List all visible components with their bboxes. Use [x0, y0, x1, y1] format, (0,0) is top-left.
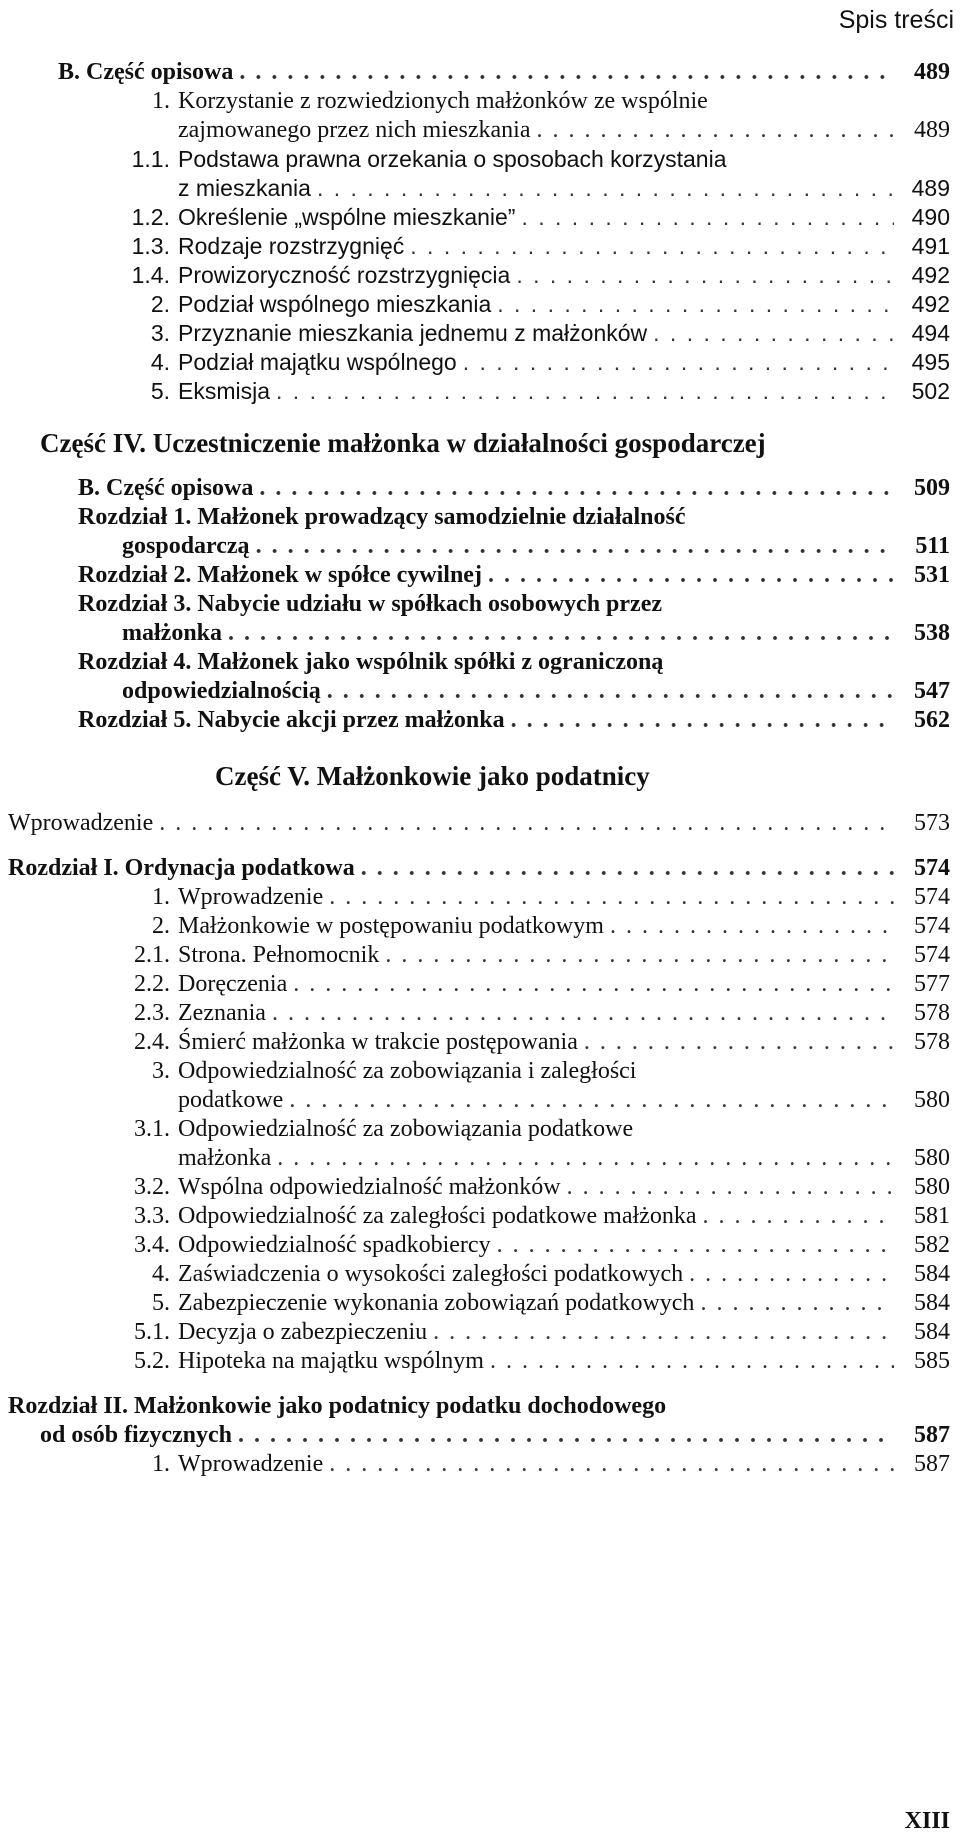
- leader-dots: [159, 809, 894, 838]
- toc-entry: [0, 1260, 960, 1289]
- table-of-contents: [0, 58, 960, 1479]
- toc-line: [78, 590, 950, 619]
- entry-number: 3.1.: [134, 1116, 170, 1142]
- entry-page: 574: [914, 913, 950, 939]
- entry-title: Określenie „wspólne mieszkanie”: [178, 204, 516, 230]
- toc-entry: [0, 1318, 960, 1347]
- entry-title: Rozdział 2. Małżonek w spółce cywilnej: [78, 562, 482, 588]
- toc-entry: [0, 426, 960, 460]
- entry-title-continued: podatkowe: [178, 1087, 284, 1113]
- toc-line: [8, 941, 950, 970]
- toc-line: [58, 145, 950, 174]
- entry-page: 574: [914, 855, 950, 881]
- entry-page: 509: [914, 475, 950, 501]
- leader-dots: [584, 1028, 894, 1057]
- entry-title: Doręczenia: [178, 971, 288, 997]
- entry-title: Odpowiedzialność spadkobiercy: [178, 1232, 491, 1258]
- entry-page: 584: [914, 1261, 950, 1287]
- entry-page: 531: [914, 562, 950, 588]
- toc-line: [78, 706, 950, 735]
- toc-line: [58, 377, 950, 406]
- toc-line: [58, 174, 950, 203]
- toc-line: [78, 677, 950, 706]
- entry-title: Przyznanie mieszkania jednemu z małżonków: [178, 320, 648, 346]
- entry-title: Wprowadzenie: [178, 884, 324, 910]
- leader-dots: [289, 1086, 894, 1115]
- entry-title: Podział majątku wspólnego: [178, 349, 457, 375]
- toc-line: [8, 1028, 950, 1057]
- entry-page: 573: [914, 810, 950, 836]
- entry-number: 1.1.: [131, 146, 170, 172]
- entry-number: 3.: [152, 1058, 170, 1084]
- leader-dots: [361, 854, 894, 883]
- entry-number: 1.3.: [131, 233, 170, 259]
- toc-line: [8, 809, 950, 838]
- leader-dots: [276, 377, 894, 406]
- toc-line: [8, 1144, 950, 1173]
- leader-dots: [653, 319, 894, 348]
- entry-number: 2.1.: [134, 942, 170, 968]
- entry-title: Eksmisja: [178, 378, 271, 404]
- entry-number: 3.: [150, 320, 170, 346]
- leader-dots: [516, 261, 894, 290]
- leader-dots: [293, 970, 894, 999]
- leader-dots: [702, 1202, 894, 1231]
- entry-page: 578: [914, 1000, 950, 1026]
- toc-line: [8, 1086, 950, 1115]
- entry-page: 492: [911, 291, 950, 317]
- entry-number: 1.4.: [131, 262, 170, 288]
- toc-entry: [0, 1173, 960, 1202]
- toc-line: [58, 348, 950, 377]
- entry-number: 5.1.: [134, 1319, 170, 1345]
- toc-entry: [0, 503, 960, 561]
- entry-number: 5.2.: [134, 1348, 170, 1374]
- toc-entry: [0, 706, 960, 735]
- toc-entry: [0, 203, 960, 232]
- toc-line: [78, 532, 950, 561]
- toc-line: [8, 1202, 950, 1231]
- part-heading: Część V. Małżonkowie jako podatnicy: [215, 761, 650, 791]
- entry-page: 489: [911, 175, 950, 201]
- leader-dots: [488, 561, 894, 590]
- part-heading: Część IV. Uczestniczenie małżonka w działalności gospodarczej: [40, 428, 766, 458]
- entry-number: 3.4.: [134, 1232, 170, 1258]
- entry-page: 494: [911, 320, 950, 346]
- entry-title: Zeznania: [178, 1000, 266, 1026]
- entry-page: 574: [914, 884, 950, 910]
- entry-page: 491: [911, 233, 950, 259]
- entry-page: 502: [911, 378, 950, 404]
- entry-number: 1.: [152, 88, 170, 114]
- toc-line: [78, 561, 950, 590]
- toc-line: [8, 970, 950, 999]
- entry-page: 580: [914, 1087, 950, 1113]
- entry-title-continued: małżonka: [178, 1145, 272, 1171]
- leader-dots: [327, 677, 894, 706]
- toc-entry: [0, 261, 960, 290]
- entry-page: 538: [914, 620, 950, 646]
- entry-title: Hipoteka na majątku wspólnym: [178, 1348, 484, 1374]
- toc-entry: [0, 1028, 960, 1057]
- toc-line: [8, 1289, 950, 1318]
- entry-page: 582: [914, 1232, 950, 1258]
- entry-page: 489: [914, 117, 950, 143]
- toc-line: [8, 1450, 950, 1479]
- toc-entry: [0, 87, 960, 145]
- entry-number: 1.: [152, 884, 170, 910]
- toc-line: [58, 261, 950, 290]
- entry-number: 2.4.: [134, 1029, 170, 1055]
- entry-title-continued: odpowiedzialnością: [122, 678, 321, 704]
- leader-dots: [329, 883, 894, 912]
- toc-line: [78, 648, 950, 677]
- entry-title: Rodzaje rozstrzygnięć: [178, 233, 405, 259]
- toc-line: [58, 203, 950, 232]
- leader-dots: [433, 1318, 894, 1347]
- entry-title: Korzystanie z rozwiedzionych małżonków ze wspólnie: [178, 88, 708, 114]
- toc-line: [8, 1392, 950, 1421]
- entry-title: Zaświadczenia o wysokości zaległości podatkowych: [178, 1261, 684, 1287]
- toc-entry: [0, 590, 960, 648]
- entry-page: 584: [914, 1290, 950, 1316]
- entry-number: 2.: [152, 913, 170, 939]
- toc-line: [78, 503, 950, 532]
- toc-entry: [0, 999, 960, 1028]
- leader-dots: [259, 474, 894, 503]
- entry-number: 2.: [150, 291, 170, 317]
- entry-title-continued: od osób fizycznych: [40, 1422, 232, 1448]
- entry-page: 562: [914, 707, 950, 733]
- toc-entry: [0, 1202, 960, 1231]
- entry-title: Odpowiedzialność za zobowiązania i zaległości: [178, 1058, 637, 1084]
- toc-entry: [0, 912, 960, 941]
- entry-page: 585: [914, 1348, 950, 1374]
- toc-line: [58, 232, 950, 261]
- toc-entry: [0, 883, 960, 912]
- toc-entry: [0, 1115, 960, 1173]
- leader-dots: [537, 116, 895, 145]
- toc-entry: [0, 319, 960, 348]
- toc-entry: [0, 561, 960, 590]
- entry-title: B. Część opisowa: [58, 59, 234, 85]
- leader-dots: [511, 706, 894, 735]
- toc-line: [8, 1347, 950, 1376]
- leader-dots: [272, 999, 894, 1028]
- toc-entry: [0, 1289, 960, 1318]
- entry-title: Rozdział I. Ordynacja podatkowa: [8, 855, 355, 881]
- leader-dots: [497, 1231, 894, 1260]
- entry-title: Podstawa prawna orzekania o sposobach korzystania: [178, 146, 727, 172]
- toc-entry: [0, 474, 960, 503]
- entry-page: 490: [911, 204, 950, 230]
- toc-entry: [0, 941, 960, 970]
- toc-entry: [0, 232, 960, 261]
- entry-title: Wprowadzenie: [8, 810, 154, 836]
- entry-number: 3.3.: [134, 1203, 170, 1229]
- entry-title: B. Część opisowa: [78, 475, 254, 501]
- toc-line: [8, 1421, 950, 1450]
- entry-number: 1.: [152, 1451, 170, 1477]
- toc-line: [8, 1318, 950, 1347]
- entry-title: Prowizoryczność rozstrzygnięcia: [178, 262, 511, 288]
- toc-entry: [0, 970, 960, 999]
- leader-dots: [239, 58, 894, 87]
- toc-line: [8, 912, 950, 941]
- entry-title-continued: małżonka: [122, 620, 223, 646]
- entry-title: Śmierć małżonka w trakcie postępowania: [178, 1029, 578, 1055]
- entry-page: 495: [911, 349, 950, 375]
- toc-entry: [0, 1347, 960, 1376]
- toc-line: [8, 1231, 950, 1260]
- toc-line: [8, 999, 950, 1028]
- toc-line: [58, 58, 950, 87]
- entry-title: Wprowadzenie: [178, 1451, 324, 1477]
- entry-title: Rozdział 4. Małżonek jako wspólnik spółki z ograniczoną: [78, 649, 664, 675]
- entry-page: 584: [914, 1319, 950, 1345]
- leader-dots: [317, 174, 894, 203]
- entry-title: Rozdział 5. Nabycie akcji przez małżonka: [78, 707, 505, 733]
- entry-title: Rozdział 1. Małżonek prowadzący samodzielnie działalność: [78, 504, 686, 530]
- toc-line: [8, 1173, 950, 1202]
- entry-title: Odpowiedzialność za zobowiązania podatkowe: [178, 1116, 634, 1142]
- toc-entry: [0, 1057, 960, 1115]
- entry-title: Małżonkowie w postępowaniu podatkowym: [178, 913, 604, 939]
- leader-dots: [329, 1450, 894, 1479]
- leader-dots: [689, 1260, 894, 1289]
- entry-title: Strona. Pełnomocnik: [178, 942, 380, 968]
- leader-dots: [228, 619, 894, 648]
- running-header: Spis treści: [838, 6, 954, 34]
- toc-entry: [0, 759, 960, 793]
- leader-dots: [567, 1173, 894, 1202]
- entry-number: 2.2.: [134, 971, 170, 997]
- toc-entry: [0, 648, 960, 706]
- entry-page: 511: [915, 533, 950, 559]
- leader-dots: [277, 1144, 894, 1173]
- entry-title: Podział wspólnego mieszkania: [178, 291, 492, 317]
- entry-number: 1.2.: [131, 204, 170, 230]
- entry-page: 578: [914, 1029, 950, 1055]
- entry-page: 581: [914, 1203, 950, 1229]
- toc-entry: [0, 809, 960, 838]
- entry-page: 547: [914, 678, 950, 704]
- toc-line: [58, 319, 950, 348]
- toc-line: [8, 883, 950, 912]
- leader-dots: [463, 348, 894, 377]
- leader-dots: [385, 941, 894, 970]
- toc-line: [78, 619, 950, 648]
- entry-title: Wspólna odpowiedzialność małżonków: [178, 1174, 561, 1200]
- toc-line: [8, 1115, 950, 1144]
- entry-page: 489: [914, 59, 950, 85]
- toc-entry: [0, 145, 960, 203]
- entry-title: Odpowiedzialność za zaległości podatkowe małżonka: [178, 1203, 697, 1229]
- toc-line: [58, 87, 950, 116]
- entry-number: 3.2.: [134, 1174, 170, 1200]
- toc-line: [78, 474, 950, 503]
- entry-title: Decyzja o zabezpieczeniu: [178, 1319, 428, 1345]
- leader-dots: [410, 232, 894, 261]
- entry-number: 5.: [150, 378, 170, 404]
- entry-page: 492: [911, 262, 950, 288]
- entry-page: 580: [914, 1174, 950, 1200]
- toc-entry: [0, 854, 960, 883]
- leader-dots: [610, 912, 894, 941]
- entry-number: 2.3.: [134, 1000, 170, 1026]
- toc-line: [58, 116, 950, 145]
- entry-title-continued: gospodarczą: [122, 533, 250, 559]
- entry-title: Rozdział 3. Nabycie udziału w spółkach osobowych przez: [78, 591, 663, 617]
- toc-entry: [0, 377, 960, 406]
- toc-line: [8, 1260, 950, 1289]
- entry-page: 580: [914, 1145, 950, 1171]
- toc-entry: [0, 1450, 960, 1479]
- toc-entry: [0, 1392, 960, 1450]
- leader-dots: [256, 532, 894, 561]
- entry-title-continued: zajmowanego przez nich mieszkania: [178, 117, 531, 143]
- toc-line: [8, 854, 950, 883]
- entry-title-continued: z mieszkania: [178, 175, 311, 201]
- entry-title: Rozdział II. Małżonkowie jako podatnicy podatku dochodowego: [8, 1393, 667, 1419]
- entry-number: 4.: [150, 349, 170, 375]
- leader-dots: [238, 1421, 894, 1450]
- toc-entry: [0, 290, 960, 319]
- leader-dots: [700, 1289, 894, 1318]
- leader-dots: [490, 1347, 894, 1376]
- entry-page: 587: [914, 1422, 950, 1448]
- entry-number: 4.: [152, 1261, 170, 1287]
- toc-entry: [0, 58, 960, 87]
- toc-entry: [0, 348, 960, 377]
- leader-dots: [497, 290, 894, 319]
- leader-dots: [521, 203, 894, 232]
- entry-number: 5.: [152, 1290, 170, 1316]
- entry-page: 577: [914, 971, 950, 997]
- toc-line: [58, 290, 950, 319]
- entry-page: 574: [914, 942, 950, 968]
- page-number: XIII: [904, 1808, 950, 1834]
- toc-line: [8, 1057, 950, 1086]
- toc-entry: [0, 1231, 960, 1260]
- entry-title: Zabezpieczenie wykonania zobowiązań podatkowych: [178, 1290, 695, 1316]
- entry-page: 587: [914, 1451, 950, 1477]
